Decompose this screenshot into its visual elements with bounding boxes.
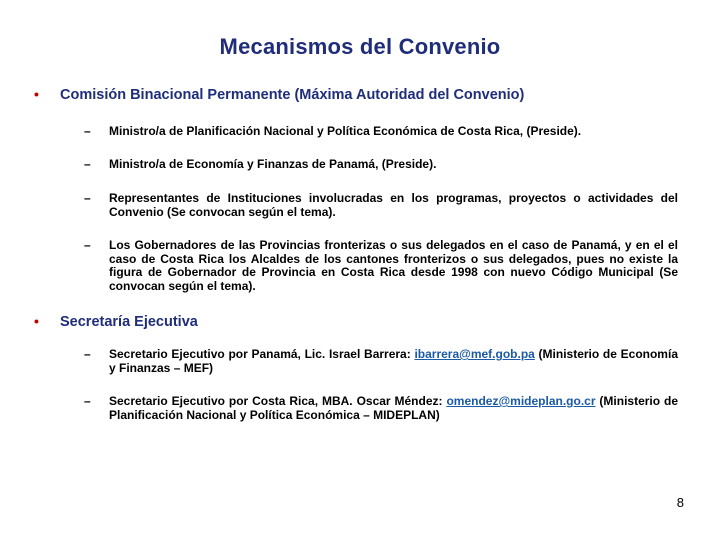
item-text-after: (Ministerio de Economía y Finanzas – MEF) (109, 347, 678, 375)
list-item (84, 192, 678, 219)
item-text-before: Secretario Ejecutivo por Panamá, Lic. Israel Barrera: (109, 347, 415, 361)
email-link-costa-rica[interactable]: omendez@mideplan.go.cr (446, 394, 596, 408)
section-comision (34, 86, 694, 103)
dash-icon: – (84, 124, 91, 138)
list-item (84, 125, 678, 139)
dash-icon: – (84, 394, 91, 408)
list-item (84, 395, 678, 422)
dash-icon: – (84, 238, 91, 252)
item-text (109, 348, 678, 375)
list-item (84, 348, 678, 375)
slide-title: Mecanismos del Convenio (219, 34, 501, 59)
section-heading: Comisión Binacional Permanente (Máxima Autoridad del Convenio) (60, 87, 525, 103)
item-text: Representantes de Instituciones involucradas en los programas, proyectos o actividades del Convenio (Se convocan según el tema). (109, 191, 678, 219)
dash-icon: – (84, 347, 91, 361)
bullet-icon: • (34, 313, 39, 329)
item-text-after: (Ministerio de Planificación Nacional y Política Económica – MIDEPLAN) (109, 394, 679, 422)
item-text-before: Secretario Ejecutivo por Costa Rica, MBA. Oscar Méndez: (109, 394, 447, 408)
item-text: Los Gobernadores de las Provincias fronterizas o sus delegados en el caso de Panamá, y en el el caso de Costa Rica los Alcaldes de los cantones fronterizos o sus delegados, pues no existe la figura de Gobernador de Provincia en Costa Rica desde 1998 con nuevo Código Municipal (Se convocan según el tema). (109, 238, 678, 293)
item-text (109, 395, 678, 422)
list-item (84, 239, 678, 293)
item-text: Ministro/a de Economía y Finanzas de Panamá, (Preside). (109, 157, 437, 171)
page-number: 8 (676, 495, 684, 510)
email-link-panama[interactable]: ibarrera@mef.gob.pa (414, 347, 535, 361)
list-item (84, 158, 678, 172)
bullet-icon: • (34, 86, 39, 102)
section-heading: Secretaría Ejecutiva (60, 314, 198, 330)
section-secretaria (34, 313, 694, 330)
item-text: Ministro/a de Planificación Nacional y Política Económica de Costa Rica, (Preside). (109, 124, 582, 138)
dash-icon: – (84, 191, 91, 205)
dash-icon: – (84, 157, 91, 171)
